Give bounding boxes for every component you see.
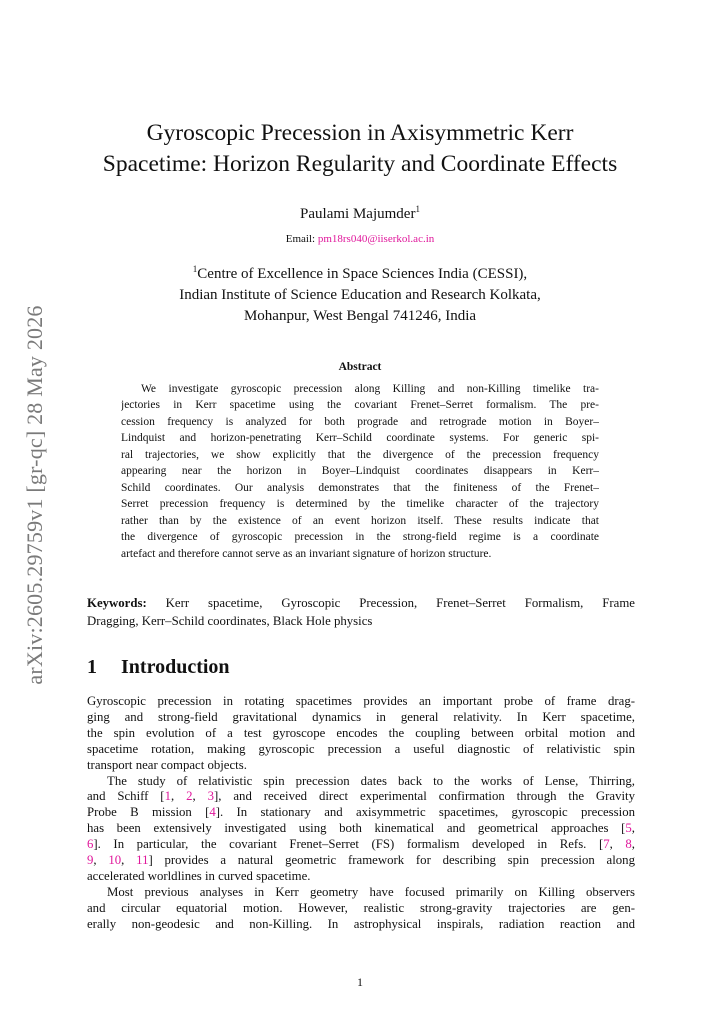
paper-title [60, 118, 660, 180]
body-line: has been extensively investigated using both kinematical and geometrical approaches [5, [87, 821, 635, 836]
body-line: accelerated worldlines in curved spacetime. [87, 868, 311, 883]
affiliation-marker: 1 [192, 264, 198, 274]
body-line: Gyroscopic precession in rotating spacetimes provides an important probe of frame drag- [87, 694, 635, 708]
paragraph [87, 774, 635, 885]
citation-link[interactable]: 2 [186, 789, 193, 804]
abstract-text [121, 381, 599, 562]
email-link[interactable]: pm18rs040@iiserkol.ac.in [317, 233, 435, 245]
abstract-line: rather than by the existence of an event horizon itself. These results indicate that [121, 514, 599, 527]
abstract-line: cession frequency is analyzed for both prograde and retrograde motion in Boyer– [121, 415, 599, 428]
citation-link[interactable]: 1 [164, 789, 171, 804]
abstract-line: Lindquist and horizon-penetrating Kerr–Schild coordinate systems. For generic spi- [121, 432, 599, 445]
section-title: Introduction [121, 656, 230, 678]
author-email [60, 232, 660, 247]
abstract-line: ral trajectories, we show explicitly that the divergence of the precession frequency [121, 448, 599, 461]
body-line: spacetime rotation, making gyroscopic precession a useful diagnostic of relativistic spin [87, 741, 635, 756]
arxiv-identifier-stamp: arXiv:2605.29759v1 [gr-qc] 28 May 2026 [22, 305, 47, 685]
body-line: Probe B mission [4]. In stationary and axisymmetric spacetimes, gyroscopic precession [87, 805, 635, 820]
citation-link[interactable]: 5 [625, 821, 632, 836]
title-line: Gyroscopic Precession in Axisymmetric Kerr [146, 120, 574, 146]
page-number: 1 [357, 975, 363, 989]
keywords-line: Dragging, Kerr–Schild coordinates, Black Hole physics [87, 613, 373, 628]
abstract-line: Schild coordinates. Our analysis demonstrates that the finiteness of the Frenet– [121, 481, 599, 494]
paragraph [87, 885, 635, 933]
body-line: and Schiff [1, 2, 3], and received direct experimental confirmation through the Gravity [87, 789, 635, 804]
abstract-line: Serret precession frequency is determined by the timelike character of the trajectory [121, 498, 599, 511]
abstract-line: We investigate gyroscopic precession along Killing and non-Killing timelike tra- [141, 383, 599, 395]
body-line: 9, 10, 11] provides a natural geometric framework for describing spin precession along [87, 853, 635, 868]
section-heading-introduction [87, 654, 230, 680]
title-line: Spacetime: Horizon Regularity and Coordinate Effects [102, 151, 618, 177]
citation-link[interactable]: 10 [108, 853, 122, 868]
body-line: erally non-geodesic and non-Killing. In astrophysical inspirals, radiation reaction and [87, 916, 635, 931]
author-name: Paulami Majumder [300, 206, 416, 222]
affiliation-line: Mohanpur, West Bengal 741246, India [243, 308, 477, 324]
email-label: Email: [285, 233, 316, 245]
section-number: 1 [87, 656, 97, 678]
body-line: The study of relativistic spin precession dates back to the works of Lense, Thirring, [107, 773, 635, 788]
paragraph [87, 694, 635, 774]
citation-link[interactable]: 11 [136, 853, 149, 868]
citation-link[interactable]: 9 [87, 853, 94, 868]
affiliation [60, 259, 660, 327]
citation-link[interactable]: 7 [603, 837, 610, 852]
body-line: and circular equatorial motion. However, realistic strong-gravity trajectories are gen- [87, 900, 635, 915]
citation-link[interactable]: 4 [209, 805, 216, 820]
keywords [87, 595, 635, 630]
citation-link[interactable]: 8 [625, 837, 632, 852]
affiliation-line: $^1$Centre of Excellence in Space Sciences India (CESSI), [192, 264, 528, 282]
keywords-line: Keywords: Kerr spacetime, Gyroscopic Precession, Frenet–Serret Formalism, Frame [87, 596, 635, 610]
citation-link[interactable]: 6 [87, 837, 94, 852]
affiliation-line: Indian Institute of Science Education and Research Kolkata, [179, 287, 541, 303]
body-line: the spin evolution of a test gyroscope encodes the coupling between orbital motion and [87, 725, 635, 740]
abstract-line: the divergence of gyroscopic precession in the strong-field regime is a coordinate [121, 531, 599, 544]
citation-link[interactable]: 3 [207, 789, 215, 804]
body-line: 6]. In particular, the covariant Frenet–Serret (FS) formalism developed in Refs. [7, 8, [87, 837, 635, 852]
introduction-body [87, 694, 635, 933]
body-line: ging and strong-field gravitational dynamics in general relativity. In Kerr spacetime, [87, 709, 635, 724]
keywords-label: Keywords: [87, 596, 147, 610]
abstract-line: appearing near the horizon in Boyer–Lindquist coordinates disappears in Kerr– [121, 465, 599, 478]
abstract-line: jectories in Kerr spacetime using the covariant Frenet–Serret formalism. The pre- [121, 399, 599, 412]
abstract-line: artefact and therefore cannot serve as an invariant signature of horizon structure. [121, 547, 492, 560]
body-line: Most previous analyses in Kerr geometry have focused primarily on Killing observers [107, 884, 635, 899]
abstract-heading: Abstract [338, 361, 382, 373]
author [60, 199, 660, 224]
author-affiliation-marker: 1 [415, 204, 420, 214]
body-line: transport near compact objects. [87, 757, 247, 772]
